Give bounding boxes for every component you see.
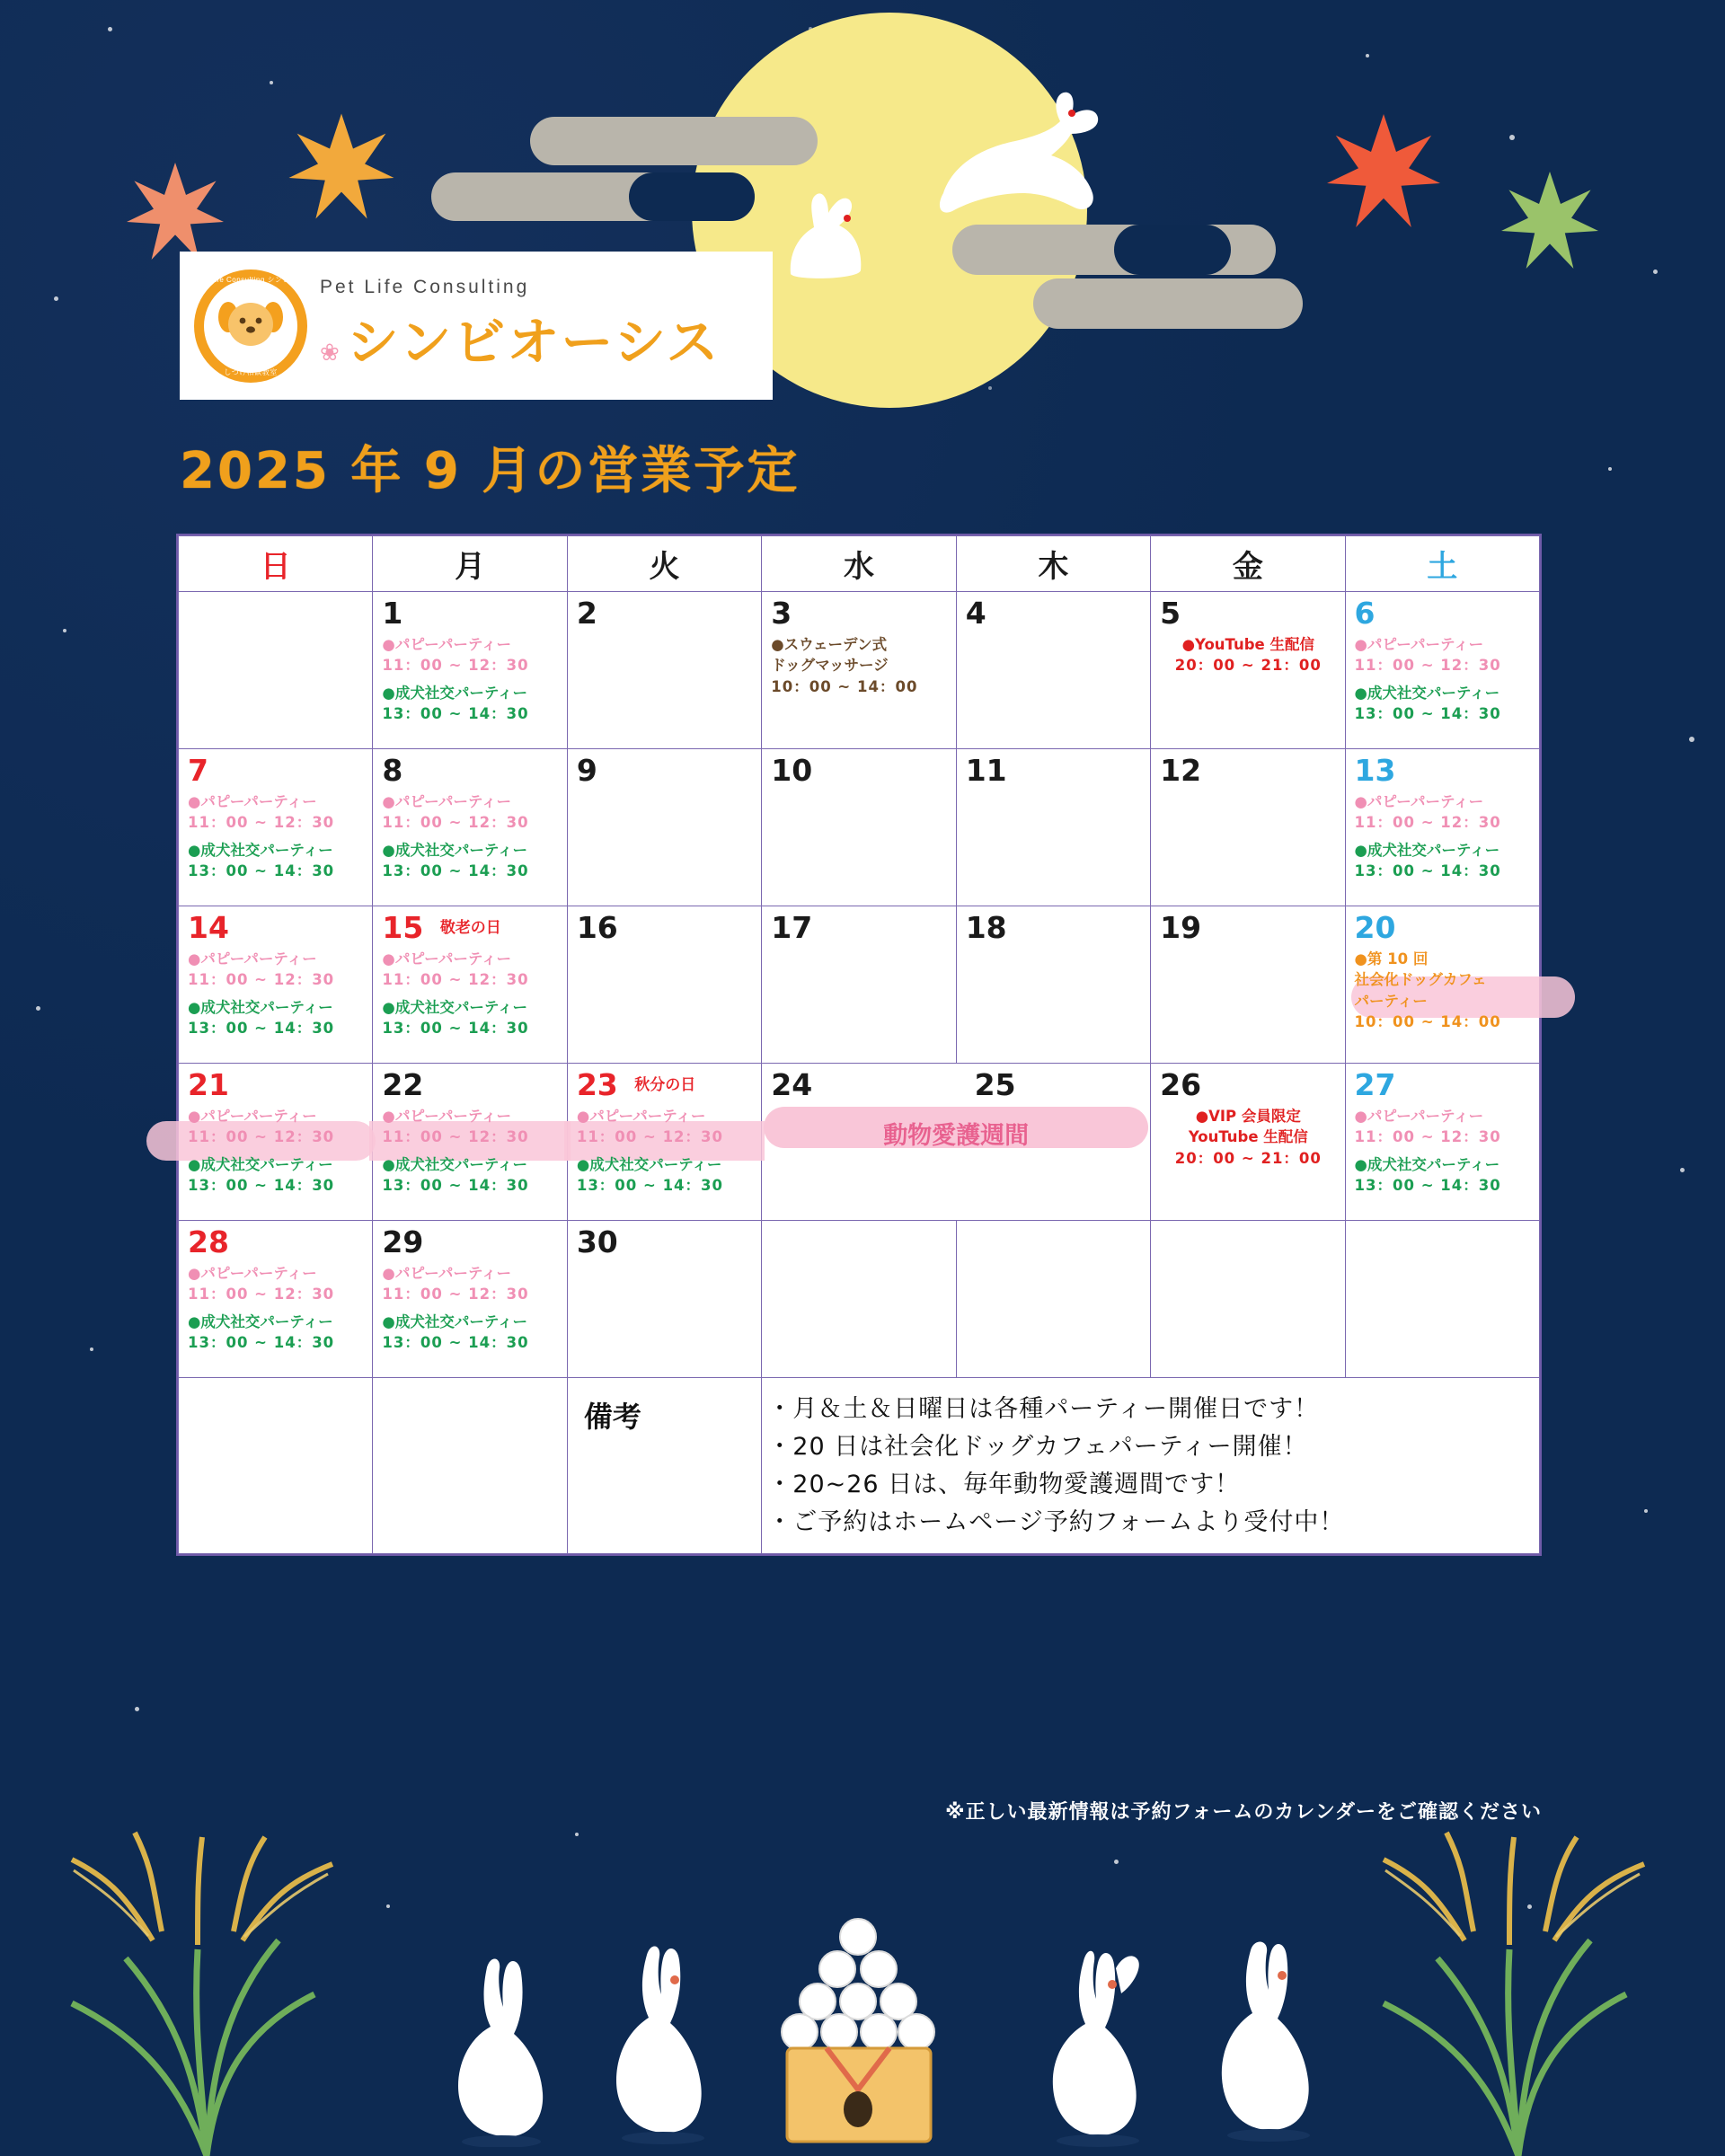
pampas-grass-icon	[18, 1815, 395, 2156]
event-name: ●パピーパーティー	[1354, 793, 1484, 810]
day-number: 15	[382, 910, 424, 945]
calendar-cell-6[interactable]	[1345, 592, 1539, 749]
day-number: 26	[1160, 1067, 1202, 1102]
event-adult-party	[1355, 840, 1531, 882]
maple-leaf-icon	[1491, 166, 1608, 274]
day-number: 14	[188, 910, 229, 945]
calendar-cell-4[interactable]	[956, 592, 1150, 749]
event-name-line1: ●第 10 回	[1354, 950, 1429, 968]
day-number: 17	[771, 910, 813, 945]
note-item: ・20 日は社会化ドッグカフェパーティー開催！	[767, 1432, 1308, 1461]
event-puppy-party	[577, 1106, 753, 1148]
event-name: ●成犬社交パーティー	[188, 1155, 333, 1173]
notes-row	[179, 1378, 1540, 1554]
event-name: ●成犬社交パーティー	[188, 998, 333, 1016]
dog-face-icon	[216, 294, 286, 358]
event-time: 11：00 ~ 12：30	[1354, 1128, 1501, 1146]
day-number: 7	[188, 753, 208, 788]
pampas-grass-icon	[1330, 1815, 1707, 2156]
event-puppy-party	[188, 1106, 364, 1148]
calendar-cell-7[interactable]	[179, 749, 373, 906]
weekday-header-tue: 火	[567, 536, 761, 592]
event-dog-cafe-party	[1355, 949, 1531, 1033]
calendar-cell-2[interactable]	[567, 592, 761, 749]
calendar-cell-empty	[762, 1221, 956, 1378]
event-name-line2: YouTube 生配信	[1188, 1128, 1308, 1146]
calendar-cell-8[interactable]	[373, 749, 567, 906]
event-adult-party	[188, 997, 364, 1039]
brand-name-text: シンビオーシス	[346, 311, 721, 373]
event-name-line2: 社会化ドッグカフェ	[1354, 971, 1487, 989]
day-number: 4	[965, 596, 986, 631]
event-time: 11：00 ~ 12：30	[1354, 657, 1501, 675]
calendar-cell-16[interactable]	[567, 906, 761, 1064]
page-title: 2025 年 9 月の営業予定	[180, 442, 801, 500]
weekday-header-thu: 木	[956, 536, 1150, 592]
dango-offering-icon	[764, 1913, 952, 2156]
event-time: 11：00 ~ 12：30	[188, 814, 335, 832]
event-adult-party	[1355, 683, 1531, 725]
calendar-cell-28[interactable]	[179, 1221, 373, 1378]
event-time: 13：00 ~ 14：30	[382, 1334, 529, 1352]
day-number: 8	[382, 753, 403, 788]
event-puppy-party	[1355, 634, 1531, 676]
day-number: 20	[1354, 910, 1396, 945]
event-name: ●成犬社交パーティー	[1354, 841, 1500, 859]
event-name-line1: ●VIP 会員限定	[1195, 1108, 1301, 1125]
event-name: ●パピーパーティー	[188, 1108, 317, 1125]
event-name: ●パピーパーティー	[1354, 636, 1484, 653]
event-time: 13：00 ~ 14：30	[1354, 862, 1501, 880]
event-puppy-party	[382, 791, 558, 834]
event-time: 10：00 ~ 14：00	[771, 677, 918, 695]
day-number: 22	[382, 1067, 424, 1102]
day-number: 21	[188, 1067, 229, 1102]
calendar-cell-empty	[1151, 1221, 1345, 1378]
note-item: ・ご予約はホームページ予約フォームより受付中！	[767, 1507, 1345, 1536]
calendar-cell-21[interactable]	[179, 1064, 373, 1221]
calendar-cell-15[interactable]	[373, 906, 567, 1064]
event-adult-party	[382, 840, 558, 882]
calendar-week-row	[179, 749, 1540, 906]
event-time: 11：00 ~ 12：30	[188, 971, 335, 989]
event-time: 13：00 ~ 14：30	[382, 862, 529, 880]
day-number: 2	[576, 596, 597, 631]
notes-body	[762, 1378, 1540, 1554]
event-adult-party	[382, 683, 558, 725]
event-name: ●パピーパーティー	[188, 1265, 317, 1282]
day-number: 28	[188, 1224, 229, 1259]
weekday-header-wed: 水	[762, 536, 956, 592]
rabbit-silhouette-icon	[584, 1940, 728, 2147]
event-adult-party	[1355, 1154, 1531, 1197]
event-time: 13：00 ~ 14：30	[382, 705, 529, 723]
event-name: ●成犬社交パーティー	[382, 684, 527, 702]
day-number: 19	[1160, 910, 1202, 945]
event-dog-massage	[771, 634, 947, 697]
event-name: ●成犬社交パーティー	[382, 998, 527, 1016]
day-number: 27	[1354, 1067, 1396, 1102]
note-item: ・20~26 日は、毎年動物愛護週間です！	[767, 1470, 1241, 1498]
bottom-decoration	[0, 1779, 1725, 2156]
day-number: 11	[965, 753, 1007, 788]
event-name: ●パピーパーティー	[382, 1265, 512, 1282]
calendar-cell-empty	[179, 592, 373, 749]
event-name: ●成犬社交パーティー	[188, 1312, 333, 1330]
event-puppy-party	[188, 791, 364, 834]
event-name: ●パピーパーティー	[382, 636, 512, 653]
calendar-cell-30[interactable]	[567, 1221, 761, 1378]
sitting-rabbit-icon	[773, 184, 880, 283]
event-time: 13：00 ~ 14：30	[1354, 705, 1501, 723]
calendar-cell-empty	[956, 1221, 1150, 1378]
event-time: 20：00 ~ 21：00	[1174, 657, 1322, 675]
calendar-week-row	[179, 1221, 1540, 1378]
event-name: ●成犬社交パーティー	[1354, 1155, 1500, 1173]
event-time: 11：00 ~ 12：30	[188, 1128, 335, 1146]
event-puppy-party	[382, 1106, 558, 1148]
event-adult-party	[382, 997, 558, 1039]
day-number: 18	[965, 910, 1007, 945]
event-name: ●成犬社交パーティー	[382, 841, 527, 859]
calendar-cell-22[interactable]	[373, 1064, 567, 1221]
event-adult-party	[577, 1154, 753, 1197]
event-time: 11：00 ~ 12：30	[1354, 814, 1501, 832]
event-time: 13：00 ~ 14：30	[188, 1020, 335, 1038]
event-name-line3: パーティー	[1354, 992, 1428, 1010]
note-item: ・月＆土＆日曜日は各種パーティー開催日です！	[767, 1395, 1320, 1423]
calendar-cell-29[interactable]	[373, 1221, 567, 1378]
event-name: ●パピーパーティー	[188, 793, 317, 810]
day-number: 16	[576, 910, 618, 945]
calendar-cell-10[interactable]	[762, 749, 956, 906]
event-name-line2: ドッグマッサージ	[771, 657, 889, 675]
leaping-rabbit-icon	[916, 85, 1123, 220]
event-vip-youtube-live	[1160, 1106, 1336, 1169]
brand-subtitle: Pet Life Consulting	[320, 276, 530, 297]
event-adult-party	[382, 1312, 558, 1354]
event-time: 13：00 ~ 14：30	[188, 1177, 335, 1195]
event-time: 11：00 ~ 12：30	[382, 971, 529, 989]
calendar-cell-11[interactable]	[956, 749, 1150, 906]
calendar	[176, 534, 1542, 1556]
weekday-header-sun: 日	[179, 536, 373, 592]
event-adult-party	[382, 1154, 558, 1197]
event-name: ●成犬社交パーティー	[382, 1312, 527, 1330]
event-time: 13：00 ~ 14：30	[188, 862, 335, 880]
calendar-cell-26[interactable]	[1151, 1064, 1345, 1221]
animal-welfare-week-banner	[762, 1064, 1151, 1221]
event-youtube-live	[1160, 634, 1336, 676]
calendar-table	[178, 535, 1540, 1554]
holiday-label: 秋分の日	[634, 1076, 696, 1094]
weekday-header-fri: 金	[1151, 536, 1345, 592]
day-number: 24	[771, 1067, 813, 1102]
event-name: ●成犬社交パーティー	[188, 841, 333, 859]
event-name-line1: ●スウェーデン式	[771, 636, 888, 653]
day-number: 9	[576, 753, 597, 788]
event-time: 11：00 ~ 12：30	[382, 657, 529, 675]
logo-mark-icon	[194, 270, 307, 383]
weekday-header-sat: 土	[1345, 536, 1539, 592]
calendar-cell-23[interactable]	[567, 1064, 761, 1221]
calendar-cell-14[interactable]	[179, 906, 373, 1064]
calendar-cell-19[interactable]	[1151, 906, 1345, 1064]
day-number: 10	[771, 753, 813, 788]
day-number: 25	[974, 1067, 1016, 1102]
event-puppy-party	[382, 949, 558, 991]
calendar-header-row	[179, 536, 1540, 592]
day-number: 5	[1160, 596, 1181, 631]
rabbit-silhouette-icon	[431, 1949, 566, 2147]
event-time: 11：00 ~ 12：30	[382, 814, 529, 832]
event-name: ●パピーパーティー	[576, 1108, 706, 1125]
calendar-cell-27[interactable]	[1345, 1064, 1539, 1221]
notes-spacer	[179, 1378, 373, 1554]
event-time: 11：00 ~ 12：30	[188, 1286, 335, 1303]
calendar-week-row	[179, 906, 1540, 1064]
calendar-cell-12[interactable]	[1151, 749, 1345, 906]
brand-name	[320, 300, 720, 376]
calendar-cell-5[interactable]	[1151, 592, 1345, 749]
day-number: 23	[576, 1067, 618, 1102]
event-time: 13：00 ~ 14：30	[188, 1334, 335, 1352]
rabbit-silhouette-icon	[1186, 1936, 1334, 2147]
event-puppy-party	[382, 634, 558, 676]
day-number: 3	[771, 596, 792, 631]
event-name: ●パピーパーティー	[382, 950, 512, 968]
logo-mark-bottom-text: しつけ相談教室	[224, 367, 278, 376]
event-name: ●成犬社交パーティー	[382, 1155, 527, 1173]
animal-welfare-week-label: 動物愛護週間	[883, 1122, 1030, 1150]
day-number: 6	[1354, 596, 1376, 631]
event-time: 13：00 ~ 14：30	[382, 1177, 529, 1195]
weekday-header-mon: 月	[373, 536, 567, 592]
calendar-cell-3[interactable]	[762, 592, 956, 749]
event-puppy-party	[188, 1263, 364, 1305]
holiday-label: 敬老の日	[439, 919, 501, 937]
disclaimer-text: ※正しい最新情報は予約フォームのカレンダーをご確認ください	[945, 1801, 1542, 1824]
maple-leaf-icon	[117, 157, 234, 265]
paw-icon: ❀	[320, 339, 341, 367]
event-puppy-party	[1355, 1106, 1531, 1148]
calendar-cell-13[interactable]	[1345, 749, 1539, 906]
event-time: 13：00 ~ 14：30	[382, 1020, 529, 1038]
event-name: ●パピーパーティー	[382, 793, 512, 810]
event-time: 13：00 ~ 14：30	[1354, 1177, 1501, 1195]
calendar-week-row	[179, 592, 1540, 749]
event-time: 11：00 ~ 12：30	[382, 1286, 529, 1303]
calendar-cell-1[interactable]	[373, 592, 567, 749]
event-name: ●成犬社交パーティー	[576, 1155, 722, 1173]
calendar-cell-empty	[1345, 1221, 1539, 1378]
event-name: ●パピーパーティー	[382, 1108, 512, 1125]
rabbit-silhouette-icon	[1006, 1945, 1159, 2147]
event-puppy-party	[188, 949, 364, 991]
event-time: 11：00 ~ 12：30	[382, 1128, 529, 1146]
day-number: 12	[1160, 753, 1202, 788]
brand-logo	[180, 252, 773, 400]
event-adult-party	[188, 1312, 364, 1354]
event-puppy-party	[1355, 791, 1531, 834]
maple-leaf-icon	[279, 108, 404, 225]
event-puppy-party	[382, 1263, 558, 1305]
logo-mark-top-text: Pet Life Consulting シンビオーシス	[196, 275, 305, 294]
event-time: 11：00 ~ 12：30	[576, 1128, 724, 1146]
day-number: 1	[382, 596, 403, 631]
calendar-cell-18[interactable]	[956, 906, 1150, 1064]
event-adult-party	[188, 1154, 364, 1197]
event-name: ●パピーパーティー	[188, 950, 317, 968]
calendar-week-row	[179, 1064, 1540, 1221]
calendar-cell-17[interactable]	[762, 906, 956, 1064]
calendar-cell-9[interactable]	[567, 749, 761, 906]
maple-leaf-icon	[1316, 108, 1451, 234]
event-adult-party	[188, 840, 364, 882]
calendar-cell-20[interactable]	[1345, 906, 1539, 1064]
event-time: 10：00 ~ 14：00	[1354, 1013, 1501, 1031]
event-time: 13：00 ~ 14：30	[576, 1177, 724, 1195]
event-time: 20：00 ~ 21：00	[1174, 1149, 1322, 1167]
notes-label: 備考	[567, 1378, 761, 1554]
day-number: 29	[382, 1224, 424, 1259]
day-number: 30	[576, 1224, 618, 1259]
event-name: ●YouTube 生配信	[1181, 636, 1314, 653]
notes-spacer	[373, 1378, 567, 1554]
event-name: ●成犬社交パーティー	[1354, 684, 1500, 702]
day-number: 13	[1354, 753, 1396, 788]
event-name: ●パピーパーティー	[1354, 1108, 1484, 1125]
